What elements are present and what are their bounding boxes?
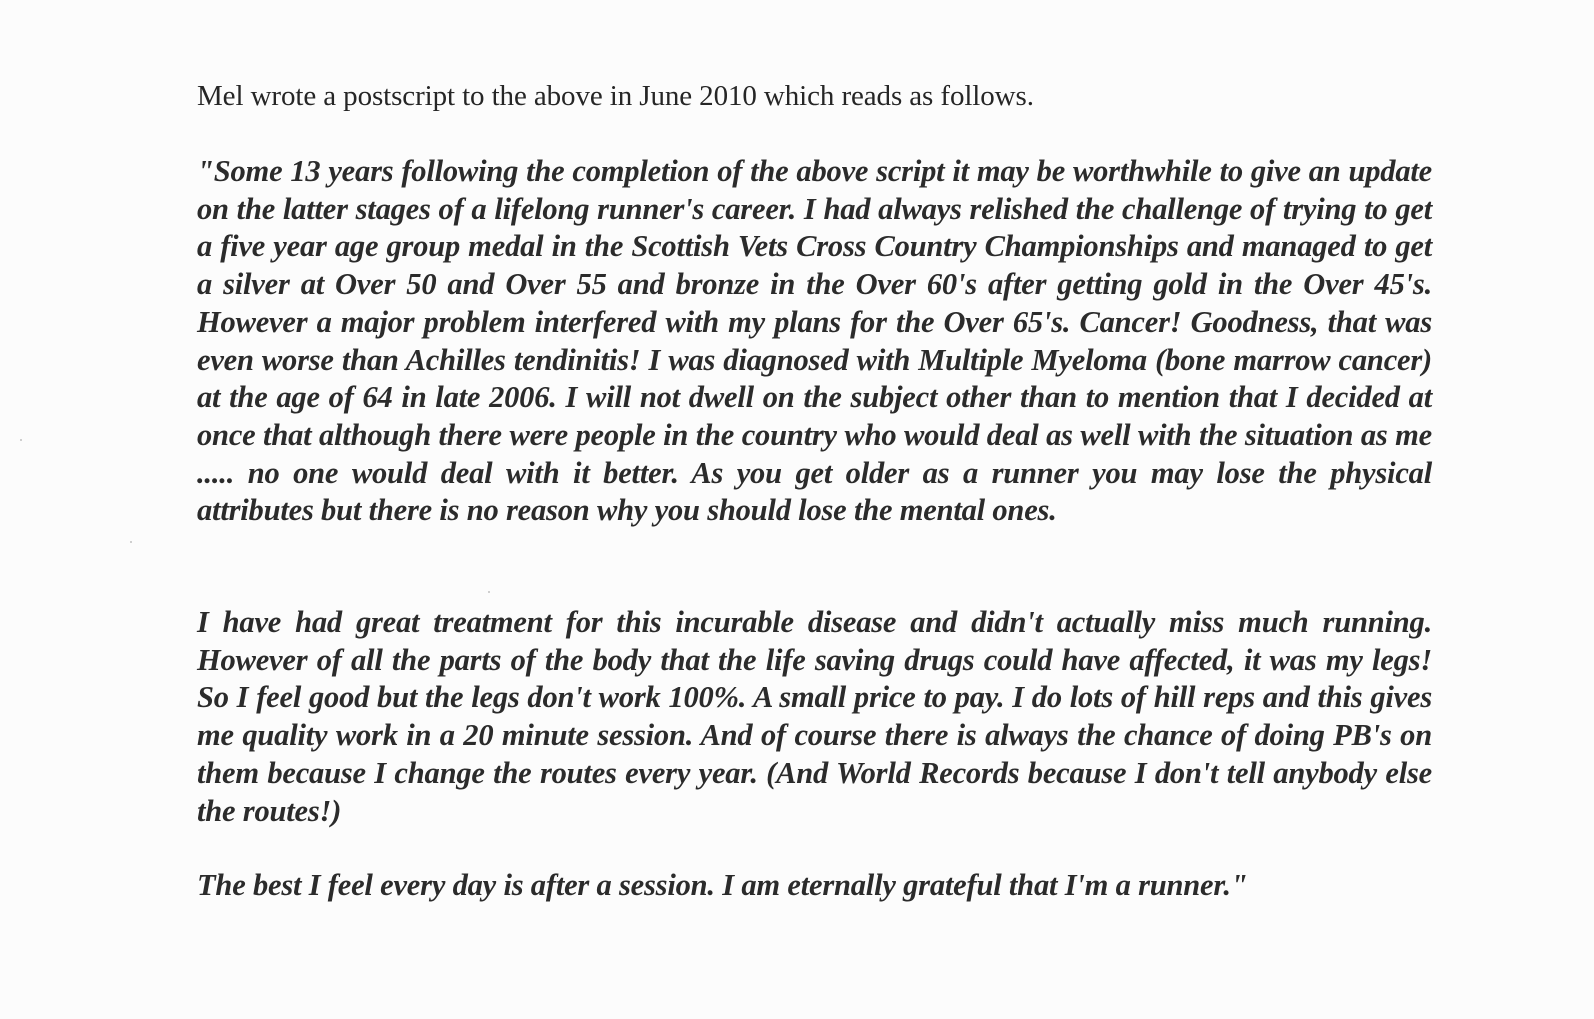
scan-speck	[20, 439, 22, 441]
scan-speck	[130, 541, 132, 543]
quote-paragraph-2: I have had great treatment for this incurable disease and didn't actually miss much running. However of all the parts of the body that the life saving drugs could have affected, it was my legs! So I feel good but the legs don't work 100%. A small price to pay. I do lots of hill reps and this gives me quality work in a 20 minute session. And of course there is always the chance of doing PB's on them because I change the routes every year. (And World Records because I don't tell anybody else the routes!)	[197, 605, 1432, 828]
intro-line: Mel wrote a postscript to the above in June 2010 which reads as follows.	[197, 80, 1034, 112]
scan-speck	[488, 591, 490, 593]
quote-paragraph-3: The best I feel every day is after a session. I am eternally grateful that I'm a runner."	[197, 868, 1248, 902]
quote-paragraph-1: "Some 13 years following the completion of the above script it may be worthwhile to give an update on the latter stages of a lifelong runner's career. I had always relished the challenge of trying to get a five year age group medal in the Scottish Vets Cross Country Championships and managed to get a silver at Over 50 and Over 55 and bronze in the Over 60's after getting gold in the Over 45's. However a major problem interfered with my plans for the Over 65's. Cancer! Goodness, that was even worse than Achilles tendinitis! I was diagnosed with Multiple Myeloma (bone marrow cancer) at the age of 64 in late 2006. I will not dwell on the subject other than to mention that I decided at once that although there were people in the country who would deal as well with the situation as me ..... no one would deal with it better. As you get older as a runner you may lose the physical attributes but there is no reason why you should lose the mental ones.	[197, 154, 1432, 528]
